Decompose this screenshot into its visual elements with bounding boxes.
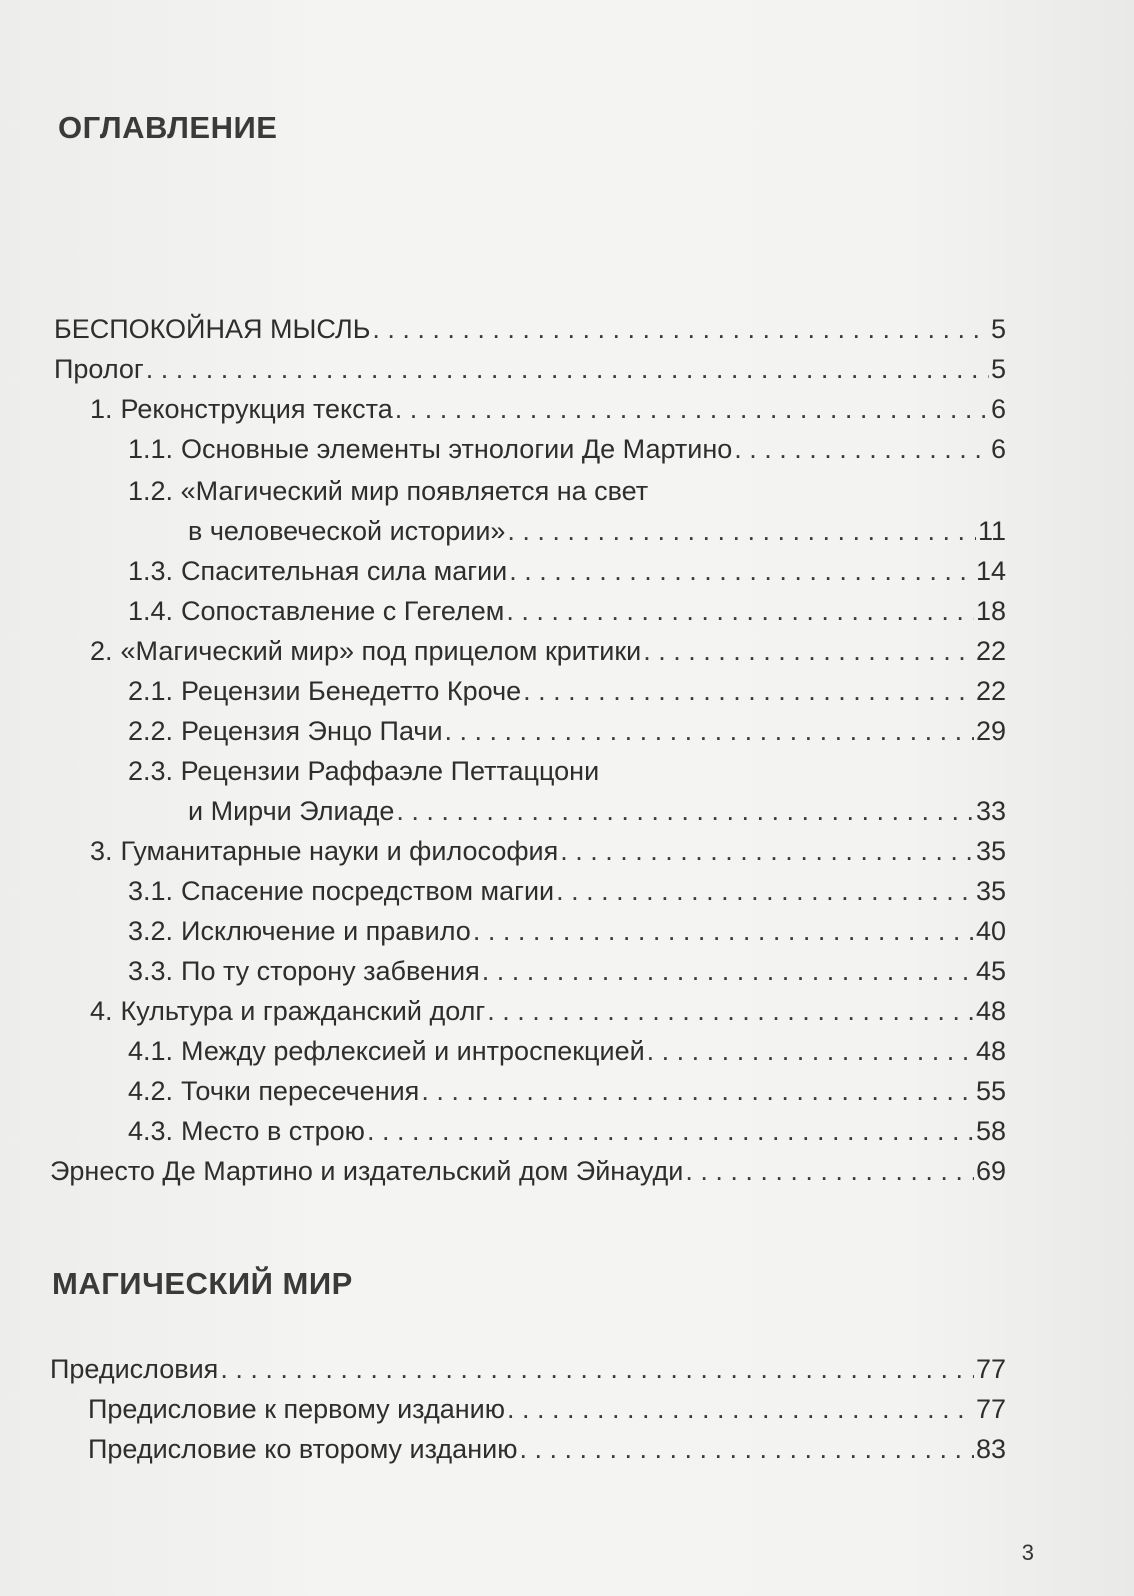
dot-leader <box>487 994 974 1028</box>
entry-number: 1.2. <box>128 476 174 506</box>
toc-entry <box>128 714 1006 748</box>
entry-page: 22 <box>975 636 1006 666</box>
toc-heading: ОГЛАВЛЕНИЕ <box>58 110 278 145</box>
dot-leader <box>519 1432 974 1466</box>
dot-leader <box>395 392 989 426</box>
entry-page: 6 <box>990 394 1006 424</box>
toc-entry <box>128 432 1006 466</box>
dot-leader <box>482 954 974 988</box>
entry-page: 14 <box>975 556 1006 586</box>
entry-number: 4.3. <box>128 1116 174 1146</box>
toc-entry <box>90 392 1006 426</box>
dot-leader <box>523 674 974 708</box>
entry-page: 55 <box>975 1076 1006 1106</box>
toc-entry <box>128 954 1006 988</box>
toc-entry <box>54 352 1006 386</box>
dot-leader <box>421 1074 974 1108</box>
dot-leader <box>647 1034 974 1068</box>
toc-entry <box>90 994 1006 1028</box>
toc-entry <box>50 1154 1006 1188</box>
entry-page: 22 <box>975 676 1006 706</box>
entry-page: 29 <box>975 716 1006 746</box>
dot-leader <box>473 914 974 948</box>
entry-number: 3. <box>90 836 113 866</box>
entry-number: 1.3. <box>128 556 174 586</box>
entry-title: БЕСПОКОЙНАЯ МЫСЛЬ <box>54 314 371 344</box>
entry-title: Рецензия Энцо Пачи <box>181 716 443 746</box>
entry-page: 6 <box>990 434 1006 464</box>
entry-page: 45 <box>975 956 1006 986</box>
dot-leader <box>396 794 974 828</box>
entry-title: Исключение и правило <box>181 916 471 946</box>
entry-title: Спасительная сила магии <box>181 556 508 586</box>
toc-entry <box>88 1392 1006 1426</box>
entry-number: 1.4. <box>128 596 174 626</box>
entry-title: Эрнесто Де Мартино и издательский дом Эйнауди <box>50 1156 684 1186</box>
dot-leader <box>685 1154 974 1188</box>
entry-page: 35 <box>975 876 1006 906</box>
dot-leader <box>560 834 974 868</box>
entry-number: 2.2. <box>128 716 174 746</box>
toc-entry <box>188 794 1006 828</box>
toc-entry <box>50 1352 1006 1386</box>
entry-title: Между рефлексией и интроспекцией <box>181 1036 645 1066</box>
page-number: 3 <box>1021 1540 1034 1565</box>
entry-page: 48 <box>975 1036 1006 1066</box>
entry-title: Основные элементы этнологии Де Мартино <box>181 434 733 464</box>
entry-page: 33 <box>975 796 1006 826</box>
entry-number: 2.1. <box>128 676 174 706</box>
dot-leader <box>220 1352 974 1386</box>
toc-entry <box>128 1114 1006 1148</box>
toc-entry <box>54 312 1006 346</box>
entry-page: 18 <box>975 596 1006 626</box>
toc-entry <box>90 834 1006 868</box>
entry-number: 3.3. <box>128 956 174 986</box>
dot-leader <box>509 554 974 588</box>
entry-title: Спасение посредством магии <box>181 876 555 906</box>
entry-title: Пролог <box>54 354 144 384</box>
entry-number: 4. <box>90 996 113 1026</box>
dot-leader <box>643 634 974 668</box>
entry-number: 3.1. <box>128 876 174 906</box>
toc-entry-line <box>128 474 648 508</box>
toc-entry <box>90 634 1006 668</box>
entry-title: «Магический мир появляется на свет <box>180 476 649 506</box>
entry-title: Рецензии Раффаэле Петтаццони <box>180 756 600 786</box>
entry-number: 1. <box>90 394 113 424</box>
dot-leader <box>372 312 989 346</box>
entry-title: Предисловия <box>50 1354 219 1384</box>
entry-title: Реконструкция текста <box>120 394 393 424</box>
entry-title: Сопоставление с Гегелем <box>181 596 505 626</box>
entry-title: Место в строю <box>181 1116 365 1146</box>
dot-leader <box>734 432 989 466</box>
toc-entry <box>88 1432 1006 1466</box>
toc-entry-line <box>128 754 599 788</box>
toc-entry <box>128 874 1006 908</box>
entry-page: 5 <box>990 314 1006 344</box>
entry-page: 35 <box>975 836 1006 866</box>
entry-title: Рецензии Бенедетто Кроче <box>181 676 522 706</box>
entry-title: «Магический мир» под прицелом критики <box>120 636 642 666</box>
toc-entry <box>128 554 1006 588</box>
entry-page: 11 <box>977 516 1006 546</box>
toc-entry <box>128 1074 1006 1108</box>
entry-page: 77 <box>975 1354 1006 1384</box>
entry-title: Предисловие к первому изданию <box>88 1394 505 1424</box>
dot-leader <box>506 594 974 628</box>
toc-entry <box>128 674 1006 708</box>
dot-leader <box>146 352 989 386</box>
dot-leader <box>556 874 974 908</box>
entry-number: 2. <box>90 636 113 666</box>
entry-page: 58 <box>975 1116 1006 1146</box>
entry-title: Культура и гражданский долг <box>120 996 486 1026</box>
entry-page: 69 <box>975 1156 1006 1186</box>
toc-entry <box>128 1034 1006 1068</box>
dot-leader <box>367 1114 974 1148</box>
entry-number: 1.1. <box>128 434 174 464</box>
entry-page: 77 <box>975 1394 1006 1424</box>
entry-title: Гуманитарные науки и философия <box>120 836 559 866</box>
toc-entry <box>128 914 1006 948</box>
entry-page: 5 <box>990 354 1006 384</box>
toc-entry <box>128 594 1006 628</box>
section-heading: МАГИЧЕСКИЙ МИР <box>52 1266 353 1301</box>
entry-title-continued: и Мирчи Элиаде <box>188 796 395 826</box>
entry-title: По ту сторону забвения <box>181 956 480 986</box>
toc-entry <box>188 514 1006 548</box>
entry-number: 4.1. <box>128 1036 174 1066</box>
entry-title: Предисловие ко второму изданию <box>88 1434 518 1464</box>
entry-number: 2.3. <box>128 756 174 786</box>
dot-leader <box>507 514 976 548</box>
entry-title: Точки пересечения <box>181 1076 420 1106</box>
dot-leader <box>507 1392 974 1426</box>
dot-leader <box>445 714 974 748</box>
entry-page: 40 <box>975 916 1006 946</box>
entry-title-continued: в человеческой истории» <box>188 516 506 546</box>
entry-number: 3.2. <box>128 916 174 946</box>
entry-page: 83 <box>975 1434 1006 1464</box>
entry-number: 4.2. <box>128 1076 174 1106</box>
entry-page: 48 <box>975 996 1006 1026</box>
